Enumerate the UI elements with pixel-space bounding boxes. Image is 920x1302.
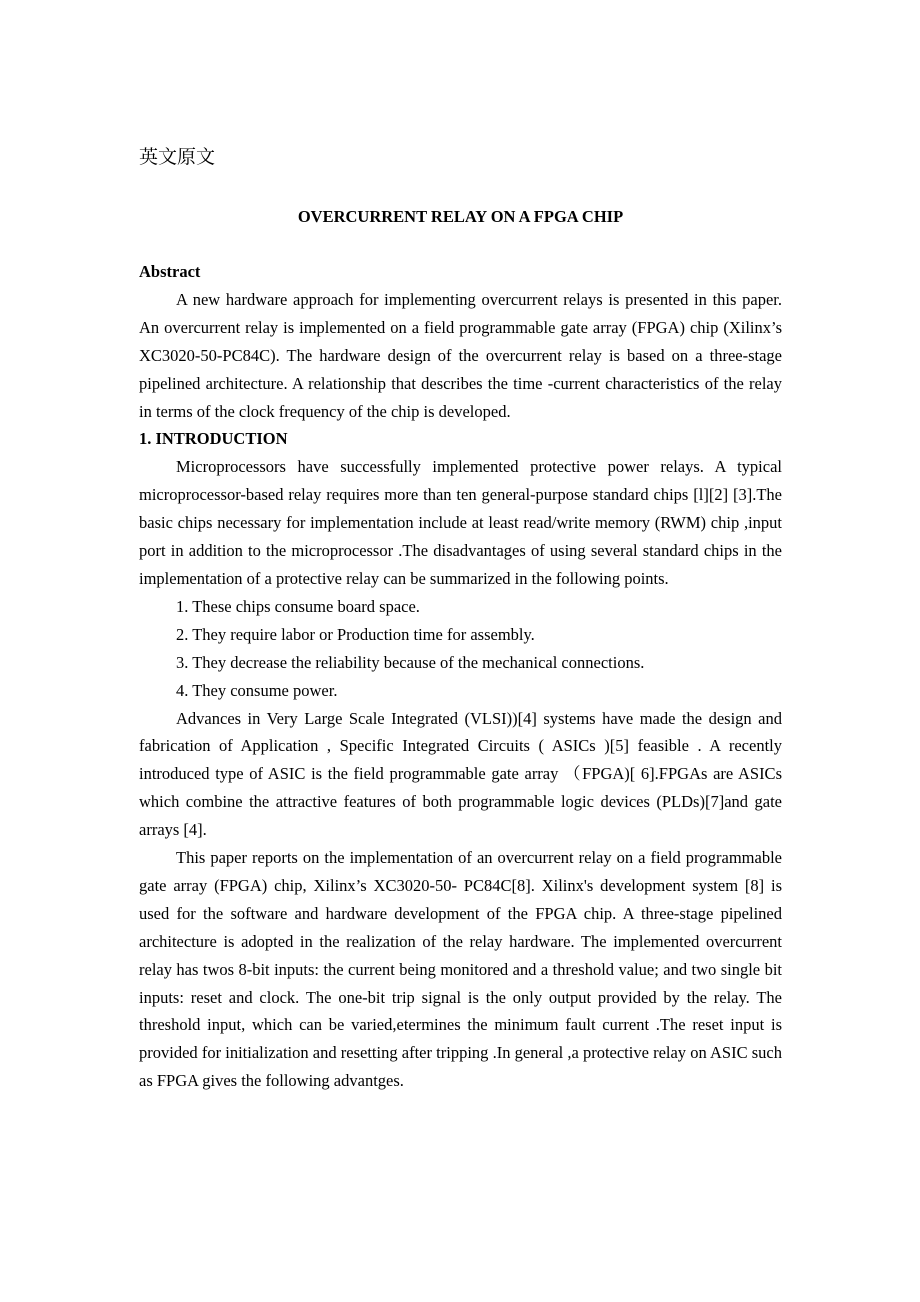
intro-paragraph-3: This paper reports on the implementation of an overcurrent relay on a field programmable gate array (FPGA) chip, Xilinx’s XC3020-50- PC84C[8]. Xilinx's development system [8] is used for the software and hardware development of the FPGA chip. A three-stage pipelined architecture is adopted in the realization of the relay hardware. The implemented overcurrent relay has twos 8-bit inputs: the current being monitored and a threshold value; and two single bit inputs: reset and clock. The one-bit trip signal is the only output provided by the relay. The threshold input, which can be varied,etermines the minimum fault current .The reset input is provided for initialization and resetting after tripping .In general ,a protective relay on ASIC such as FPGA gives the following advantges. [139, 848, 782, 1091]
list-item: 3. They decrease the reliability because of the mechanical connections. [176, 652, 645, 672]
intro-paragraph-2: Advances in Very Large Scale Integrated (VLSI))[4] systems have made the design and fabrication of Application , Specific Integrated Circuits ( ASICs )[5] feasible . A recently introduced type of ASIC is the field programmable gate array （FPGA)[ 6].FPGAs are ASICs which combine the attractive features of both programmable logic devices (PLDs)[7]and gate arrays [4]. [139, 708, 782, 840]
list-item: 2. They require labor or Production time for assembly. [176, 624, 535, 644]
list-item: 1. These chips consume board space. [176, 596, 420, 616]
list-item: 4. They consume power. [176, 680, 338, 700]
paper-title: OVERCURRENT RELAY ON A FPGA CHIP [297, 207, 624, 226]
abstract-heading: Abstract [139, 262, 201, 281]
introduction-heading: 1. INTRODUCTION [139, 429, 288, 449]
chinese-heading: 英文原文 [139, 146, 216, 168]
document-body [139, 258, 782, 1095]
abstract-paragraph: A new hardware approach for implementing overcurrent relays is presented in this paper. An overcurrent relay is implemented on a field programmable gate array (FPGA) chip (Xilinx’s XC3020-50-PC84C). The hardware design of the overcurrent relay is based on a three-stage pipelined architecture. A relationship that describes the time -current characteristics of the relay in terms of the clock frequency of the chip is developed. [139, 289, 782, 421]
intro-paragraph-1: Microprocessors have successfully implemented protective power relays. A typical microprocessor-based relay requires more than ten general-purpose standard chips [l][2] [3].The basic chips necessary for implementation include at least read/write memory (RWM) chip ,input port in addition to the microprocessor .The disadvantages of using several standard chips in the implementation of a protective relay can be summarized in the following points. [139, 457, 782, 588]
